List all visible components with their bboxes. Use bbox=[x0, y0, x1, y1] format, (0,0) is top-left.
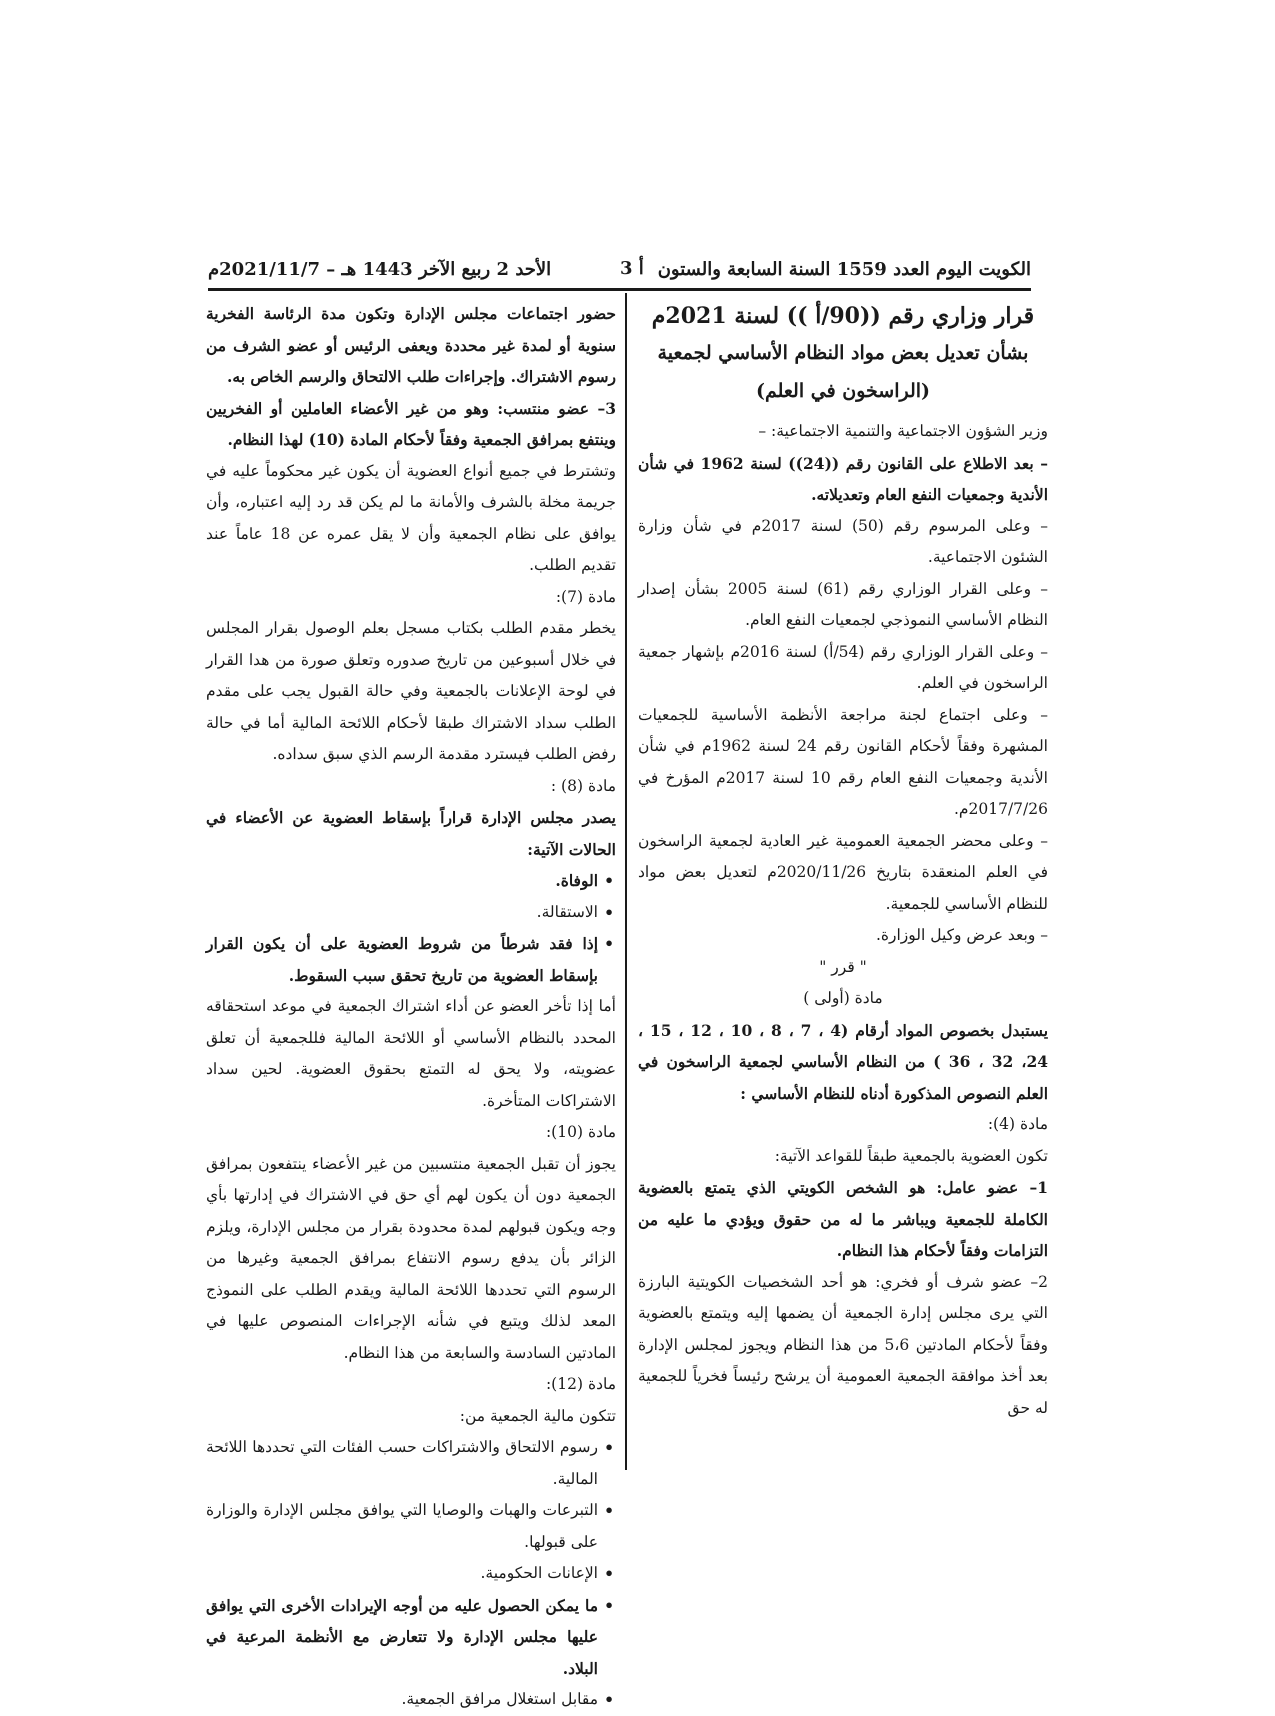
article-12-heading: مادة (12): bbox=[545, 1375, 616, 1393]
article-8-heading: مادة (8) : bbox=[550, 776, 616, 795]
article-12-list bbox=[206, 1432, 616, 1716]
article-4-heading: مادة (4): bbox=[987, 1115, 1048, 1133]
article-8-late-payment: أما إذا تأخر العضو عن أداء اشتراك الجمعية في موعد استحقاقه المحدد بالنظام الأساسي أو اللائحة المالية فللجمعية أن تعلق عضويته، ولا يحق له التمتع بحقوق العضوية. لحين سداد الاشتراكات المتأخرة. bbox=[206, 997, 616, 1110]
article-8-intro: يصدر مجلس الإدارة قراراً بإسقاط العضوية عن الأعضاء في الحالات الآتية: bbox=[206, 808, 616, 859]
preamble-decision-61: – وعلى القرار الوزاري رقم (61) لسنة 2005 بشأن إصدار النظام الأساسي النموذجي لجمعيات النفع العام. bbox=[638, 579, 1048, 629]
left-column bbox=[206, 298, 616, 1716]
article-first-text: يستبدل بخصوص المواد أرقام (4 ، 7 ، 8 ، 10 ، 12 ، 15 ، 24، 32 ، 36 ) من النظام الأساسي لجمعية الراسخون في العلم النصوص المذكورة أدناه للنظام الأساسي : bbox=[638, 1020, 1049, 1103]
list-item: • مقابل استغلال مرافق الجمعية. bbox=[206, 1684, 598, 1716]
preamble-decree-50: – وعلى المرسوم رقم (50) لسنة 2017م في شأن وزارة الشئون الاجتماعية. bbox=[638, 516, 1048, 566]
header-rule bbox=[208, 288, 1031, 291]
column-divider bbox=[625, 293, 627, 1470]
list-item: • الوفاة. bbox=[206, 865, 598, 897]
decree-title-line2: بشأن تعديل بعض مواد النظام الأساسي لجمعية bbox=[657, 342, 1029, 364]
list-item: • التبرعات والهبات والوصايا التي يوافق مجلس الإدارة والوزارة على قبولها. bbox=[206, 1495, 598, 1558]
membership-condition: وتشترط في جميع أنواع العضوية أن يكون غير محكوماً عليه في جريمة مخلة بالشرف والأمانة ما لم يكن قد رد إليه اعتباره، وأن يوافق على نظام الجمعية وأن لا يقل عمره عن 18 عاماً عند تقديم الطلب. bbox=[206, 461, 616, 574]
article-4-intro: تكون العضوية بالجمعية طبقاً للقواعد الآتية: bbox=[774, 1146, 1048, 1165]
list-item: • ما يمكن الحصول عليه من أوجه الإيرادات الأخرى التي يوافق عليها مجلس الإدارة ولا تتعارض مع الأنظمة المرعية في البلاد. bbox=[206, 1590, 598, 1685]
right-column bbox=[638, 298, 1048, 1424]
preamble-decision-54: – وعلى القرار الوزاري رقم (54/أ) لسنة 2016م بإشهار جمعية الراسخون في العلم. bbox=[638, 642, 1048, 692]
list-item: • الاستقالة. bbox=[206, 897, 598, 929]
preamble-minister: وزير الشؤون الاجتماعية والتنمية الاجتماعية: – bbox=[758, 422, 1048, 440]
member-type-3: 3– عضو منتسب: وهو من غير الأعضاء العاملين أو الفخريين وينتفع بمرافق الجمعية وفقاً لأحكام المادة (10) لهذا النظام. bbox=[206, 398, 616, 449]
article-10-text: يجوز أن تقبل الجمعية منتسبين من غير الأعضاء ينتفعون بمرافق الجمعية دون أن يكون لهم أي حق في الاشتراك في إدارتها بأي وجه ويكون قبولهم لمدة محدودة بقرار من مجلس الإدارة، ويلزم الزائر بأن يدفع رسوم الانتفاع بمرافق الجمعية وغيرها من الرسوم التي تحددها اللائحة المالية ويقدم الطلب على النموذج المعد لذلك ويتبع في شأنه الإجراءات المنصوص عليها في المادتين السادسة والسابعة من هذا النظام. bbox=[206, 1154, 616, 1362]
preamble-general-assembly: – وعلى محضر الجمعية العمومية غير العادية لجمعية الراسخون في العلم المنعقدة بتاريخ 2020/11/26م لتعديل بعض مواد للنظام الأساسي للجمعية. bbox=[638, 831, 1048, 913]
header-page-number: أ 3 bbox=[620, 258, 644, 279]
list-item: • رسوم الالتحاق والاشتراكات حسب الفئات التي تحددها اللائحة المالية. bbox=[206, 1432, 598, 1495]
article-first-heading: مادة (أولى ) bbox=[803, 989, 883, 1007]
page-header bbox=[208, 252, 1031, 286]
member-type-2: 2– عضو شرف أو فخري: هو أحد الشخصيات الكويتية البارزة التي يرى مجلس إدارة الجمعية أن يضمها إليه ويتمتع بالعضوية وفقاً لأحكام المادتين 5،6 من هذا النظام ويجوز لمجلس الإدارة بعد أخذ موافقة الجمعية العمومية أن يرشح رئيساً فخرياً للجمعية له حق bbox=[638, 1272, 1048, 1417]
preamble-law-24: – بعد الاطلاع على القانون رقم ((24)) لسنة 1962 في شأن الأندية وجمعيات النفع العام وتعديلاته. bbox=[638, 453, 1048, 504]
preamble-undersecretary: – وبعد عرض وكيل الوزارة. bbox=[875, 926, 1048, 944]
article-8-list bbox=[206, 865, 616, 991]
decision-heading: " قرر " bbox=[819, 957, 867, 976]
list-item: • الإعانات الحكومية. bbox=[206, 1558, 598, 1590]
list-item: • إذا فقد شرطاً من شروط العضوية على أن يكون القرار بإسقاط العضوية من تاريخ تحقق سبب السقوط. bbox=[206, 928, 598, 991]
decree-title-line3: (الراسخون في العلم) bbox=[755, 380, 931, 402]
article-7-text: يخطر مقدم الطلب بكتاب مسجل بعلم الوصول بقرار المجلس في خلال أسبوعين من تاريخ صدوره وتعلق صورة من هدا القرار في لوحة الإعلانات بالجمعية وفي حالة القبول يجب على مقدم الطلب سداد الاشتراك طبقا لأحكام اللائحة المالية أما في حالة رفض الطلب فيسترد مقدمة الرسم الذي سبق سداده. bbox=[206, 619, 616, 763]
header-issue-info: الكويت اليوم العدد 1559 السنة السابعة والستون bbox=[657, 258, 1031, 280]
article-10-heading: مادة (10): bbox=[545, 1123, 616, 1141]
decree-title bbox=[638, 298, 1048, 410]
decree-title-line1: قرار وزاري رقم ((90/أ )) لسنة 2021م bbox=[651, 303, 1035, 329]
preamble-committee: – وعلى اجتماع لجنة مراجعة الأنظمة الأساسية للجمعيات المشهرة وفقاً لأحكام القانون رقم 24 لسنة 1962م في شأن الأندية وجمعيات النفع العام رقم 10 لسنة 2017م المؤرخ في 2017/7/26م. bbox=[638, 705, 1048, 818]
member-type-1: 1– عضو عامل: هو الشخص الكويتي الذي يتمتع بالعضوية الكاملة للجمعية ويباشر ما له من حقوق ويؤدي ما عليه من التزامات وفقاً لأحكام هذا النظام. bbox=[638, 1178, 1048, 1260]
article-7-heading: مادة (7): bbox=[555, 587, 616, 606]
member-type-2-continued: حضور اجتماعات مجلس الإدارة وتكون مدة الرئاسة الفخرية سنوية أو لمدة غير محددة ويعفى الرئيس أو عضو الشرف من رسوم الاشتراك. وإجراءات طلب الالتحاق والرسم الخاص به. bbox=[206, 304, 616, 386]
article-12-intro: تتكون مالية الجمعية من: bbox=[459, 1406, 616, 1425]
header-date: الأحد 2 ربيع الآخر 1443 هـ – 2021/11/7م bbox=[208, 258, 552, 280]
